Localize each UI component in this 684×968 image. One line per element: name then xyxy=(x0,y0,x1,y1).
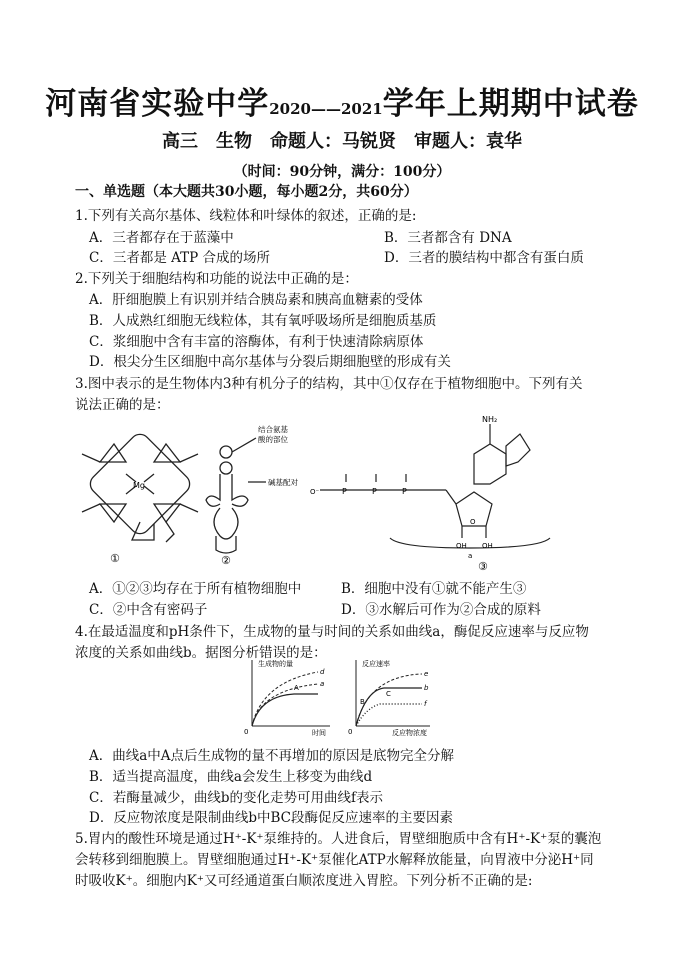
left-ylabel: 生成物的量 xyxy=(258,660,293,668)
question-3-stem-line1: 3.图中表示的是生物体内3种有机分子的结构，其中①仅存在于植物细胞中。下列有关 xyxy=(75,376,583,392)
trna-structure xyxy=(206,438,266,553)
figure-3-label-1: ① xyxy=(110,552,120,565)
right-origin: 0 xyxy=(348,728,353,736)
question-4-option-c: C．若酶量减少，曲线b的变化走势可用曲线f表示 xyxy=(89,790,383,806)
question-3-stem-line2: 说法正确的是： xyxy=(75,397,170,413)
label-C: C xyxy=(386,690,391,698)
question-3-option-c: C．②中含有密码子 xyxy=(89,602,208,618)
curve-a xyxy=(252,694,318,726)
curve-upper-dashed xyxy=(252,684,318,726)
section-heading: 一、单选题（本大题共30小题，每小题2分，共60分） xyxy=(75,184,418,200)
curve-f xyxy=(356,704,422,726)
question-1-option-d: D．三者的膜结构中都含有蛋白质 xyxy=(384,250,584,266)
question-4-option-a: A．曲线a中A点后生成物的量不再增加的原因是底物完全分解 xyxy=(89,748,455,764)
atp-structure xyxy=(320,424,550,548)
page-title: 河南省实验中学2020——2021学年上期期中试卷 xyxy=(45,86,639,122)
left-xlabel: 时间 xyxy=(312,729,326,736)
question-1-stem: 1.下列有关高尔基体、线粒体和叶绿体的叙述，正确的是: xyxy=(75,208,417,224)
o-minus-label: O⁻ xyxy=(310,488,320,496)
question-1-option-b: B．三者都含有 DNA xyxy=(384,230,512,246)
bracket-a-label: a xyxy=(468,552,473,560)
right-xlabel: 反应物浓度 xyxy=(392,729,427,736)
question-5-stem-line1: 5.胃内的酸性环境是通过H⁺-K⁺泵维持的。人进食后，胃壁细胞质中含有H⁺-K⁺泵的囊泡 xyxy=(75,831,602,847)
right-ylabel: 反应速率 xyxy=(362,660,390,668)
oh-label-2: OH xyxy=(482,542,493,550)
exam-meta: （时间：90分钟，满分：100分） xyxy=(233,164,451,180)
question-4-stem-line2: 浓度的关系如曲线b。据图分析错误的是： xyxy=(75,645,327,661)
phosphate-2-label: P xyxy=(372,487,377,496)
trna-amino-site-label: 结合氨基 xyxy=(258,425,288,434)
question-5-stem-line3: 时吸收K⁺。细胞内K⁺又可经通道蛋白顺浓度进入胃腔。下列分析不正确的是: xyxy=(75,873,533,889)
figure-3-label-2: ② xyxy=(221,554,231,567)
question-2-option-b: B．人成熟红细胞无线粒体，其有氧呼吸场所是细胞质基质 xyxy=(89,313,437,329)
trna-amino-site-label-2: 酸的部位 xyxy=(258,435,288,444)
question-3-option-a: A．①②③均存在于所有植物细胞中 xyxy=(89,581,302,597)
title-years: 2020——2021 xyxy=(269,100,383,118)
figure-3-label-3: ③ xyxy=(478,560,488,573)
curve-e xyxy=(356,674,422,726)
question-3-option-d: D．③水解后可作为②合成的原料 xyxy=(341,602,541,618)
nh2-label: NH₂ xyxy=(482,415,498,424)
figure-4-right-graph xyxy=(342,656,452,736)
question-2-option-c: C．浆细胞中含有丰富的溶酶体，有利于快速清除病原体 xyxy=(89,334,424,350)
question-1-option-a: A．三者都存在于蓝藻中 xyxy=(89,230,234,246)
question-2-option-a: A．肝细胞膜上有识别并结合胰岛素和胰高血糖素的受体 xyxy=(89,292,423,308)
question-3-option-b: B．细胞中没有①就不能产生③ xyxy=(341,581,527,597)
label-f: f xyxy=(424,700,427,708)
question-2-option-d: D．根尖分生区细胞中高尔基体与分裂后期细胞壁的形成有关 xyxy=(89,354,451,370)
question-5-stem-line2: 会转移到细胞膜上。胃壁细胞通过H⁺-K⁺泵催化ATP水解释放能量，向胃液中分泌H⁺同 xyxy=(75,852,594,868)
label-e: e xyxy=(424,670,429,678)
trna-pairing-label: 碱基配对 xyxy=(268,478,298,487)
question-4-option-b: B．适当提高温度，曲线a会发生上移变为曲线d xyxy=(89,769,373,785)
phosphate-3-label: P xyxy=(402,487,407,496)
label-B: B xyxy=(360,698,365,706)
exam-subtitle: 高三 生物 命题人：马锐贤 审题人：袁华 xyxy=(162,131,522,152)
mg-label: Mg xyxy=(133,481,145,490)
question-4-stem-line1: 4.在最适温度和pH条件下，生成物的量与时间的关系如曲线a，酶促反应速率与反应物 xyxy=(75,624,589,640)
figure-3-molecules xyxy=(70,412,630,574)
label-d: d xyxy=(320,668,325,676)
label-a: a xyxy=(320,680,325,688)
question-2-stem: 2.下列关于细胞结构和功能的说法中正确的是： xyxy=(75,271,358,287)
curve-d xyxy=(252,672,318,726)
question-4-option-d: D．反应物浓度是限制曲线b中BC段酶促反应速率的主要因素 xyxy=(89,810,453,826)
oh-label-1: OH xyxy=(456,542,467,550)
ribose-o-label: O xyxy=(470,518,476,526)
label-b: b xyxy=(424,684,429,692)
left-origin: 0 xyxy=(244,728,249,736)
question-1-option-c: C．三者都是 ATP 合成的场所 xyxy=(89,250,271,266)
label-A: A xyxy=(294,684,299,692)
phosphate-1-label: P xyxy=(342,487,347,496)
